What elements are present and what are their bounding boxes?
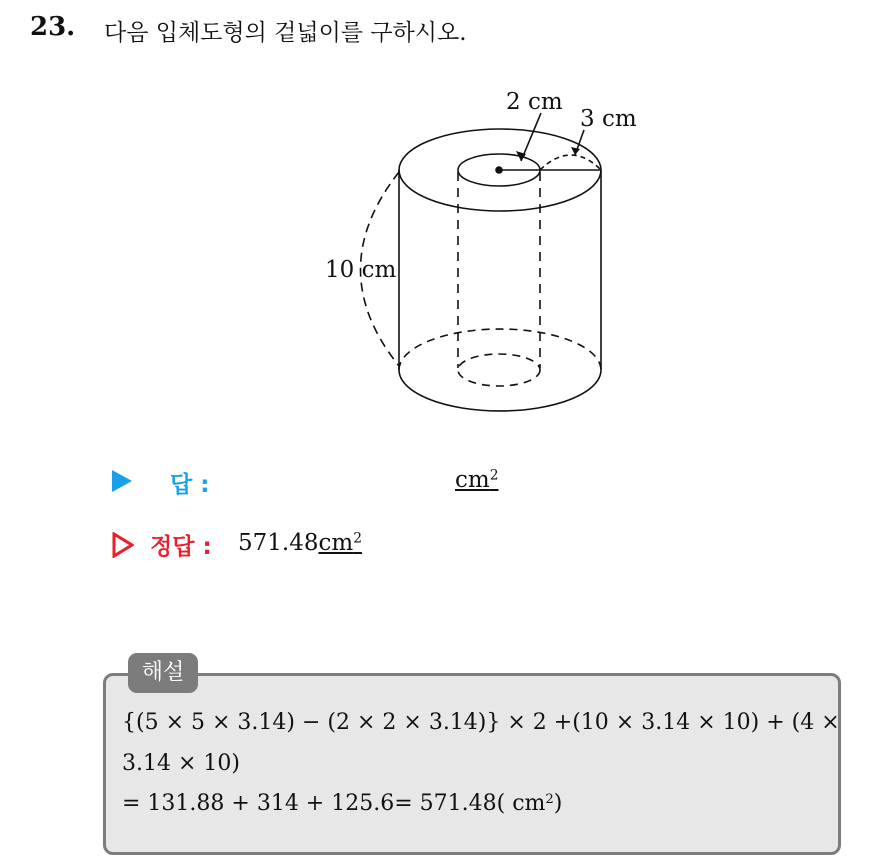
solution-line-3-prefix: = 131.88 + 314 + 125.6= 571.48( cm — [122, 791, 546, 816]
solution-line-3 — [122, 791, 562, 816]
solution-line-3-suffix: ) — [553, 791, 563, 816]
outer-radius-label: 3 cm — [580, 106, 637, 132]
solution-line-3-exponent: 2 — [545, 791, 554, 807]
inner-bottom-ellipse — [458, 354, 540, 386]
height-label: 10 cm — [325, 257, 397, 283]
key-label: 정답 : — [150, 534, 212, 560]
arrowhead-outer — [571, 147, 580, 155]
key-play-outline-icon — [112, 532, 134, 558]
outer-bottom-back — [399, 329, 601, 370]
key-unit-exponent: 2 — [353, 530, 362, 547]
answer-unit-exponent: 2 — [489, 467, 499, 484]
center-dot — [495, 166, 503, 174]
key-unit — [318, 530, 361, 556]
answer-unit — [455, 467, 498, 493]
cylinder-figure — [300, 85, 640, 425]
solution-tag: 해설 — [128, 653, 198, 693]
answer-play-icon — [112, 470, 132, 492]
key-unit-text: cm — [318, 530, 354, 556]
solution-line-1: {(5 × 5 × 3.14) − (2 × 2 × 3.14)} × 2 +(10 × 3.14 × 10) + (4 × — [122, 710, 840, 735]
key-answer — [238, 530, 362, 556]
answer-label: 답 : — [170, 472, 210, 498]
key-value: 571.48 — [238, 530, 319, 556]
outer-bottom-front — [399, 370, 601, 411]
question-number: 23. — [30, 12, 76, 42]
inner-radius-label: 2 cm — [506, 89, 563, 115]
answer-unit-text: cm — [455, 467, 490, 493]
question-text: 다음 입체도형의 겉넓이를 구하시오. — [104, 20, 467, 46]
outer-radius-arc — [540, 155, 601, 170]
solution-line-2: 3.14 × 10) — [122, 751, 240, 776]
